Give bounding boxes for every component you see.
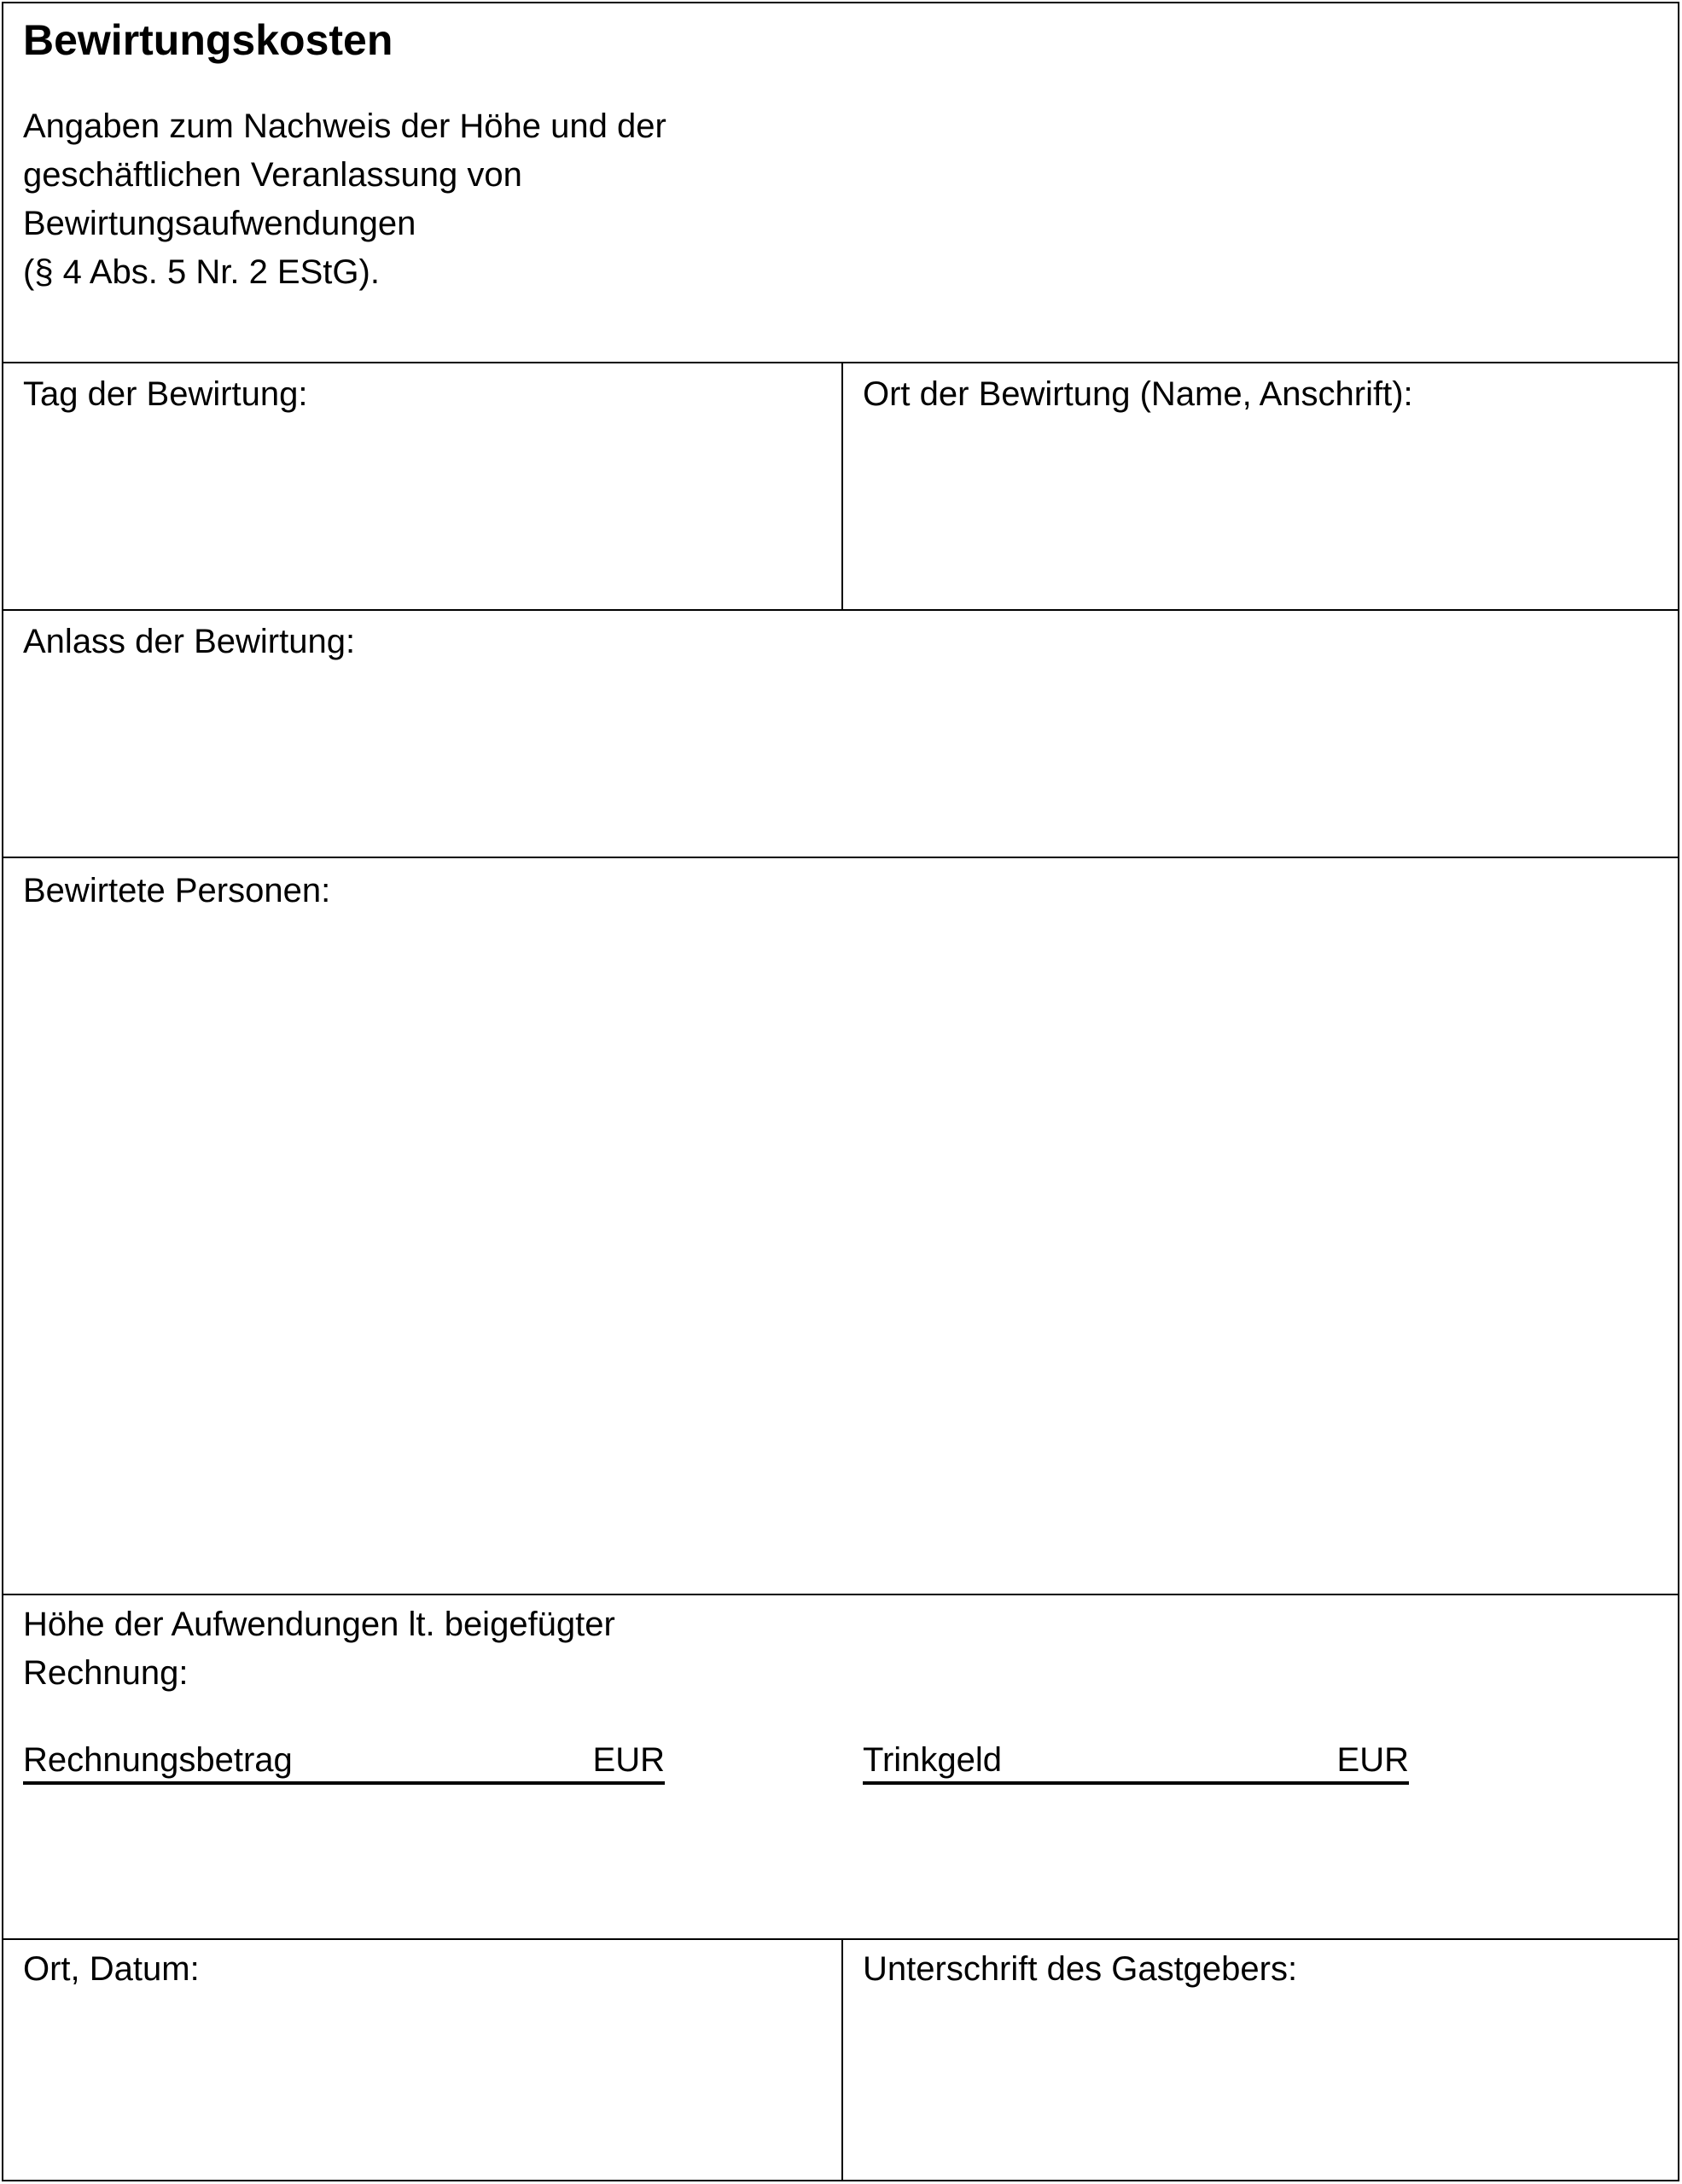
rechnungsbetrag-label: Rechnungsbetrag xyxy=(23,1741,293,1779)
trinkgeld-line xyxy=(863,1781,1409,1785)
tag-field[interactable] xyxy=(3,363,843,609)
form-title: Bewirtungskosten xyxy=(23,16,393,64)
description-line: (§ 4 Abs. 5 Nr. 2 EStG). xyxy=(23,253,380,291)
ort-datum-field[interactable] xyxy=(3,1940,843,2180)
description-line: Angaben zum Nachweis der Höhe und der xyxy=(23,107,666,145)
unterschrift-field[interactable] xyxy=(843,1940,1678,2180)
hoehe-label-line: Rechnung: xyxy=(23,1654,189,1692)
description-line: Bewirtungsaufwendungen xyxy=(23,205,416,242)
expense-form xyxy=(2,2,1679,2181)
signature-row xyxy=(3,1938,1678,2180)
date-location-row xyxy=(3,362,1678,609)
description-line: geschäftlichen Veranlassung von xyxy=(23,156,522,194)
ort-datum-label: Ort, Datum: xyxy=(23,1950,200,1988)
form-description xyxy=(23,102,1678,297)
unterschrift-label: Unterschrift des Gastgebers: xyxy=(863,1950,1298,1988)
form-header xyxy=(3,3,1678,362)
personen-row[interactable] xyxy=(3,857,1678,1594)
rechnungsbetrag-unit: EUR xyxy=(592,1741,665,1779)
ort-field[interactable] xyxy=(843,363,1678,609)
personen-label: Bewirtete Personen: xyxy=(23,872,331,909)
anlass-row[interactable] xyxy=(3,609,1678,857)
trinkgeld-label: Trinkgeld xyxy=(863,1741,1003,1779)
hoehe-label-line: Höhe der Aufwendungen lt. beigefügter xyxy=(23,1606,615,1643)
trinkgeld-field[interactable] xyxy=(863,1739,1409,1785)
tag-label: Tag der Bewirtung: xyxy=(23,375,308,413)
rechnungsbetrag-field[interactable] xyxy=(23,1739,665,1785)
hoehe-label xyxy=(23,1600,1678,1698)
rechnungsbetrag-line xyxy=(23,1781,665,1785)
ort-label: Ort der Bewirtung (Name, Anschrift): xyxy=(863,375,1413,413)
trinkgeld-unit: EUR xyxy=(1336,1741,1409,1779)
hoehe-row xyxy=(3,1594,1678,1938)
anlass-label: Anlass der Bewirtung: xyxy=(23,623,356,660)
